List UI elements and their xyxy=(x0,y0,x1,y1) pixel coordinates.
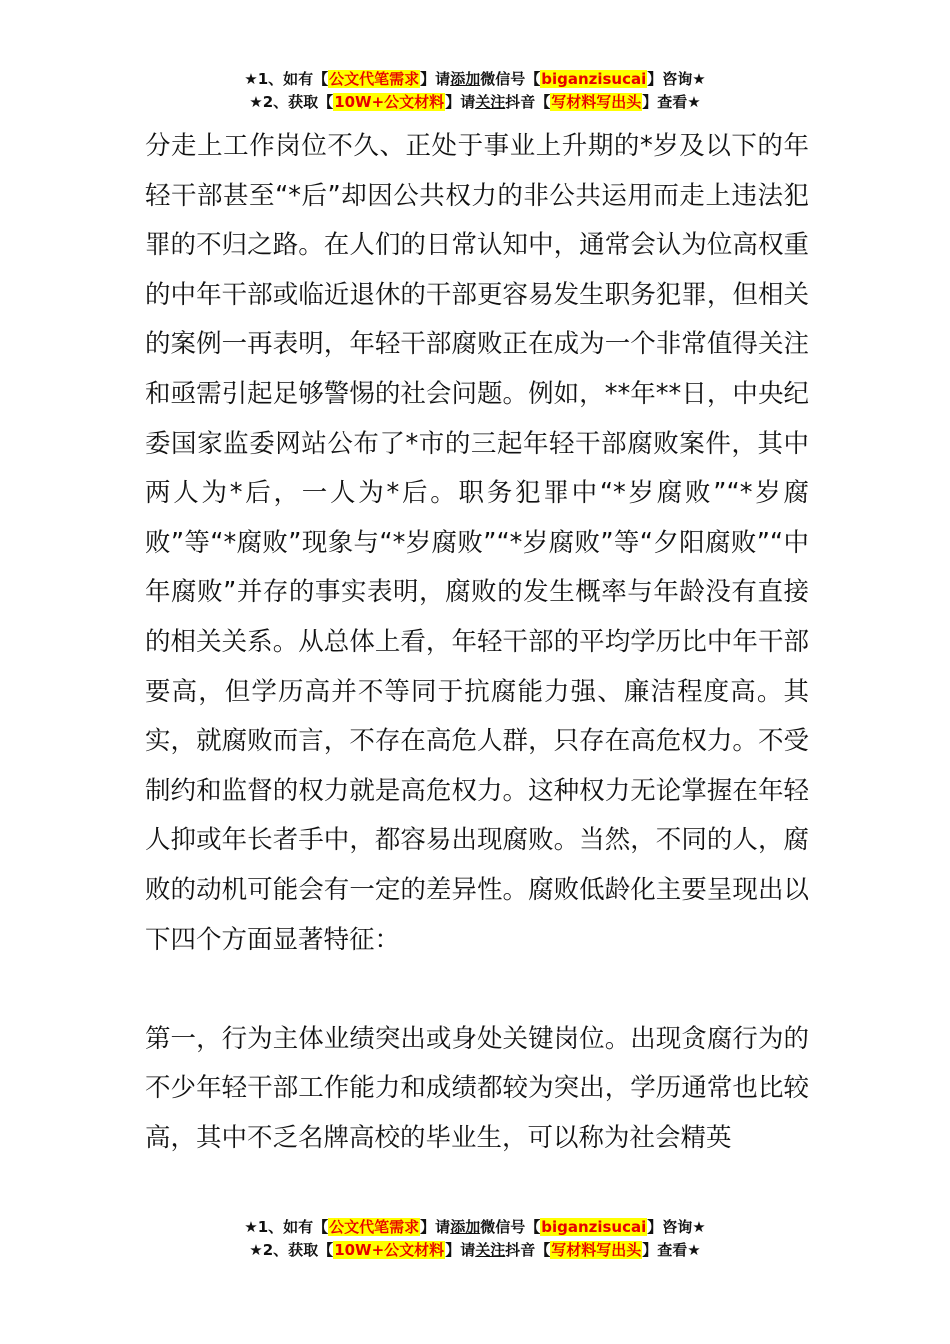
header-highlight: biganzisucai xyxy=(541,70,647,88)
paragraph-1: 分走上工作岗位不久、正处于事业上升期的*岁及以下的年轻干部甚至“*后”却因公共权力的非公共运用而走上违法犯罪的不归之路。在人们的日常认知中，通常会认为位高权重的中年干部或临近退休的干部更容易发生职务犯罪，但相关的案例一再表明，年轻干部腐败正在成为一个非常值得关注和亟需引起足够警惕的社会问题。例如，**年**日，中央纪委国家监委网站公布了*市的三起年轻干部腐败案件，其中两人为*后，一人为*后。职务犯罪中“*岁腐败”“*岁腐败”等“*腐败”现象与“*岁腐败”“*岁腐败”等“夕阳腐败”“中年腐败”并存的事实表明，腐败的发生概率与年龄没有直接的相关关系。从总体上看，年轻干部的平均学历比中年干部要高，但学历高并不等同于抗腐能力强、廉洁程度高。其实，就腐败而言，不存在高危人群，只存在高危权力。不受制约和监督的权力就是高危权力。这种权力无论掌握在年轻人抑或年长者手中，都容易出现腐败。当然，不同的人，腐败的动机可能会有一定的差异性。腐败低龄化主要呈现出以下四个方面显著特征： xyxy=(145,131,809,955)
header-text: 】查看★ xyxy=(642,93,701,111)
header-highlight: 10W+公文材料 xyxy=(334,93,445,111)
header-text: 微信号【 xyxy=(480,70,541,88)
footer-text: ★1、如有【 xyxy=(244,1218,329,1236)
header-text: ★1、如有【 xyxy=(244,70,329,88)
header-line-2 xyxy=(0,91,950,114)
paragraph-2: 第一，行为主体业绩突出或身处关键岗位。出现贪腐行为的不少年轻干部工作能力和成绩都较为突出，学历通常也比较高，其中不乏名牌高校的毕业生，可以称为社会精英 xyxy=(145,1023,809,1153)
footer-text: 】请 xyxy=(445,1241,476,1259)
paragraph-spacer xyxy=(145,965,809,1015)
footer-text: 】查看★ xyxy=(642,1241,701,1259)
header-text: 】请 xyxy=(420,70,451,88)
header-underlined-text: 添加 xyxy=(450,70,481,88)
footer-highlight: 公文代笔需求 xyxy=(329,1218,420,1236)
footer-highlight: biganzisucai xyxy=(541,1218,647,1236)
header-banner xyxy=(0,68,950,114)
header-highlight: 公文代笔需求 xyxy=(329,70,420,88)
footer-highlight: 10W+公文材料 xyxy=(334,1241,445,1259)
footer-line-1 xyxy=(0,1216,950,1239)
footer-text: 抖音【 xyxy=(505,1241,551,1259)
footer-line-2 xyxy=(0,1239,950,1262)
header-text: 】咨询★ xyxy=(647,70,706,88)
footer-text: 】咨询★ xyxy=(647,1218,706,1236)
header-text: 抖音【 xyxy=(505,93,551,111)
footer-highlight: 写材料写出头 xyxy=(551,1241,642,1259)
header-line-1 xyxy=(0,68,950,91)
footer-text: 微信号【 xyxy=(480,1218,541,1236)
footer-underlined-text: 添加 xyxy=(450,1218,481,1236)
footer-text: 】请 xyxy=(420,1218,451,1236)
document-body xyxy=(145,122,809,1163)
footer-banner xyxy=(0,1216,950,1262)
footer-underlined-text: 关注 xyxy=(475,1241,506,1259)
footer-text: ★2、获取【 xyxy=(249,1241,334,1259)
header-underlined-text: 关注 xyxy=(475,93,506,111)
header-highlight: 写材料写出头 xyxy=(551,93,642,111)
header-text: 】请 xyxy=(445,93,476,111)
header-text: ★2、获取【 xyxy=(249,93,334,111)
